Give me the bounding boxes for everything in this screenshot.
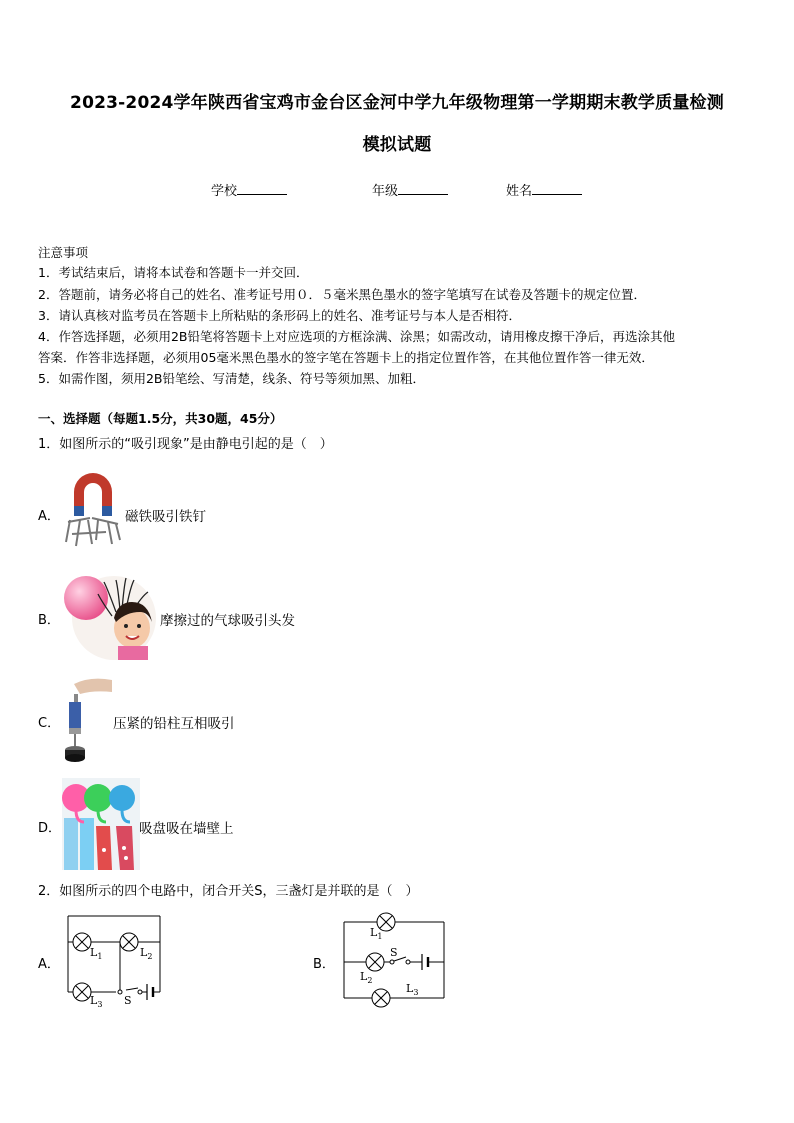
notice-heading: 注意事项	[38, 245, 89, 260]
notice-item: 5．如需作图，须用2B铅笔绘、写清楚，线条、符号等须加黑、加粗．	[38, 371, 425, 386]
notice-item: 答案．作答非选择题，必须用05毫米黑色墨水的签字笔在答题卡上的指定位置作答，在其他位置作答一律无效．	[38, 350, 654, 365]
label-l3: $L_3$	[90, 994, 103, 1009]
label-l2: $L_2$	[360, 970, 373, 985]
notice-item: 1．考试结束后，请将本试卷和答题卡一并交回．	[38, 265, 309, 280]
label-s: S	[390, 946, 398, 959]
label-l1: $L_1$	[90, 946, 103, 961]
grade-field[interactable]: 年级	[372, 180, 448, 199]
notice-item: 4．作答选择题，必须用2B铅笔将答题卡上对应选项的方框涂满、涂黑；如需改动，请用橡皮擦干净后，再选涂其他	[38, 329, 675, 344]
q2-option-b-letter[interactable]: B．	[313, 957, 335, 972]
notice-item: 3．请认真核对监考员在答题卡上所粘贴的条形码上的姓名、准考证号与本人是否相符．	[38, 308, 521, 323]
option-a-letter[interactable]: A．	[38, 509, 60, 524]
label-l2: $L_2$	[140, 946, 153, 961]
q2-option-a-letter[interactable]: A．	[38, 957, 60, 972]
label-l3: $L_3$	[406, 982, 419, 997]
circuit-diagram-b	[340, 910, 448, 1014]
section-heading: 一、选择题（每题1.5分，共30题，45分）	[38, 411, 283, 426]
option-d-letter[interactable]: D．	[38, 821, 62, 836]
circuit-diagram-a	[60, 912, 166, 1009]
option-b-letter[interactable]: B．	[38, 613, 60, 628]
lead-cylinders-icon	[60, 676, 114, 766]
label-s: S	[124, 994, 132, 1007]
label-l1: $L_1$	[370, 926, 383, 941]
page-title-line2: 模拟试题	[362, 135, 432, 155]
balloon-hair-icon	[64, 572, 160, 660]
option-c-label: 压紧的铅柱互相吸引	[113, 716, 235, 732]
option-d-label: 吸盘吸在墙壁上	[139, 821, 234, 837]
page-title: 2023-2024学年陕西省宝鸡市金台区金河中学九年级物理第一学期期末教学质量检测	[70, 93, 724, 113]
question-2-stem: 2．如图所示的四个电路中，闭合开关S，三盏灯是并联的是（ ）	[38, 884, 419, 899]
school-field[interactable]: 学校	[211, 180, 287, 199]
option-a-label: 磁铁吸引铁钉	[125, 509, 206, 525]
notice-item: 2．答题前，请务必将自己的姓名、准考证号用０．５毫米黑色墨水的签字笔填写在试卷及答题卡的规定位置．	[38, 287, 646, 302]
name-field[interactable]: 姓名	[506, 180, 582, 199]
magnet-icon	[62, 470, 124, 550]
question-1-stem: 1．如图所示的“吸引现象”是由静电引起的是（ ）	[38, 437, 333, 452]
option-b-label: 摩擦过的气球吸引头发	[160, 613, 295, 629]
option-c-letter[interactable]: C．	[38, 716, 61, 731]
suction-cup-icon	[62, 778, 140, 870]
